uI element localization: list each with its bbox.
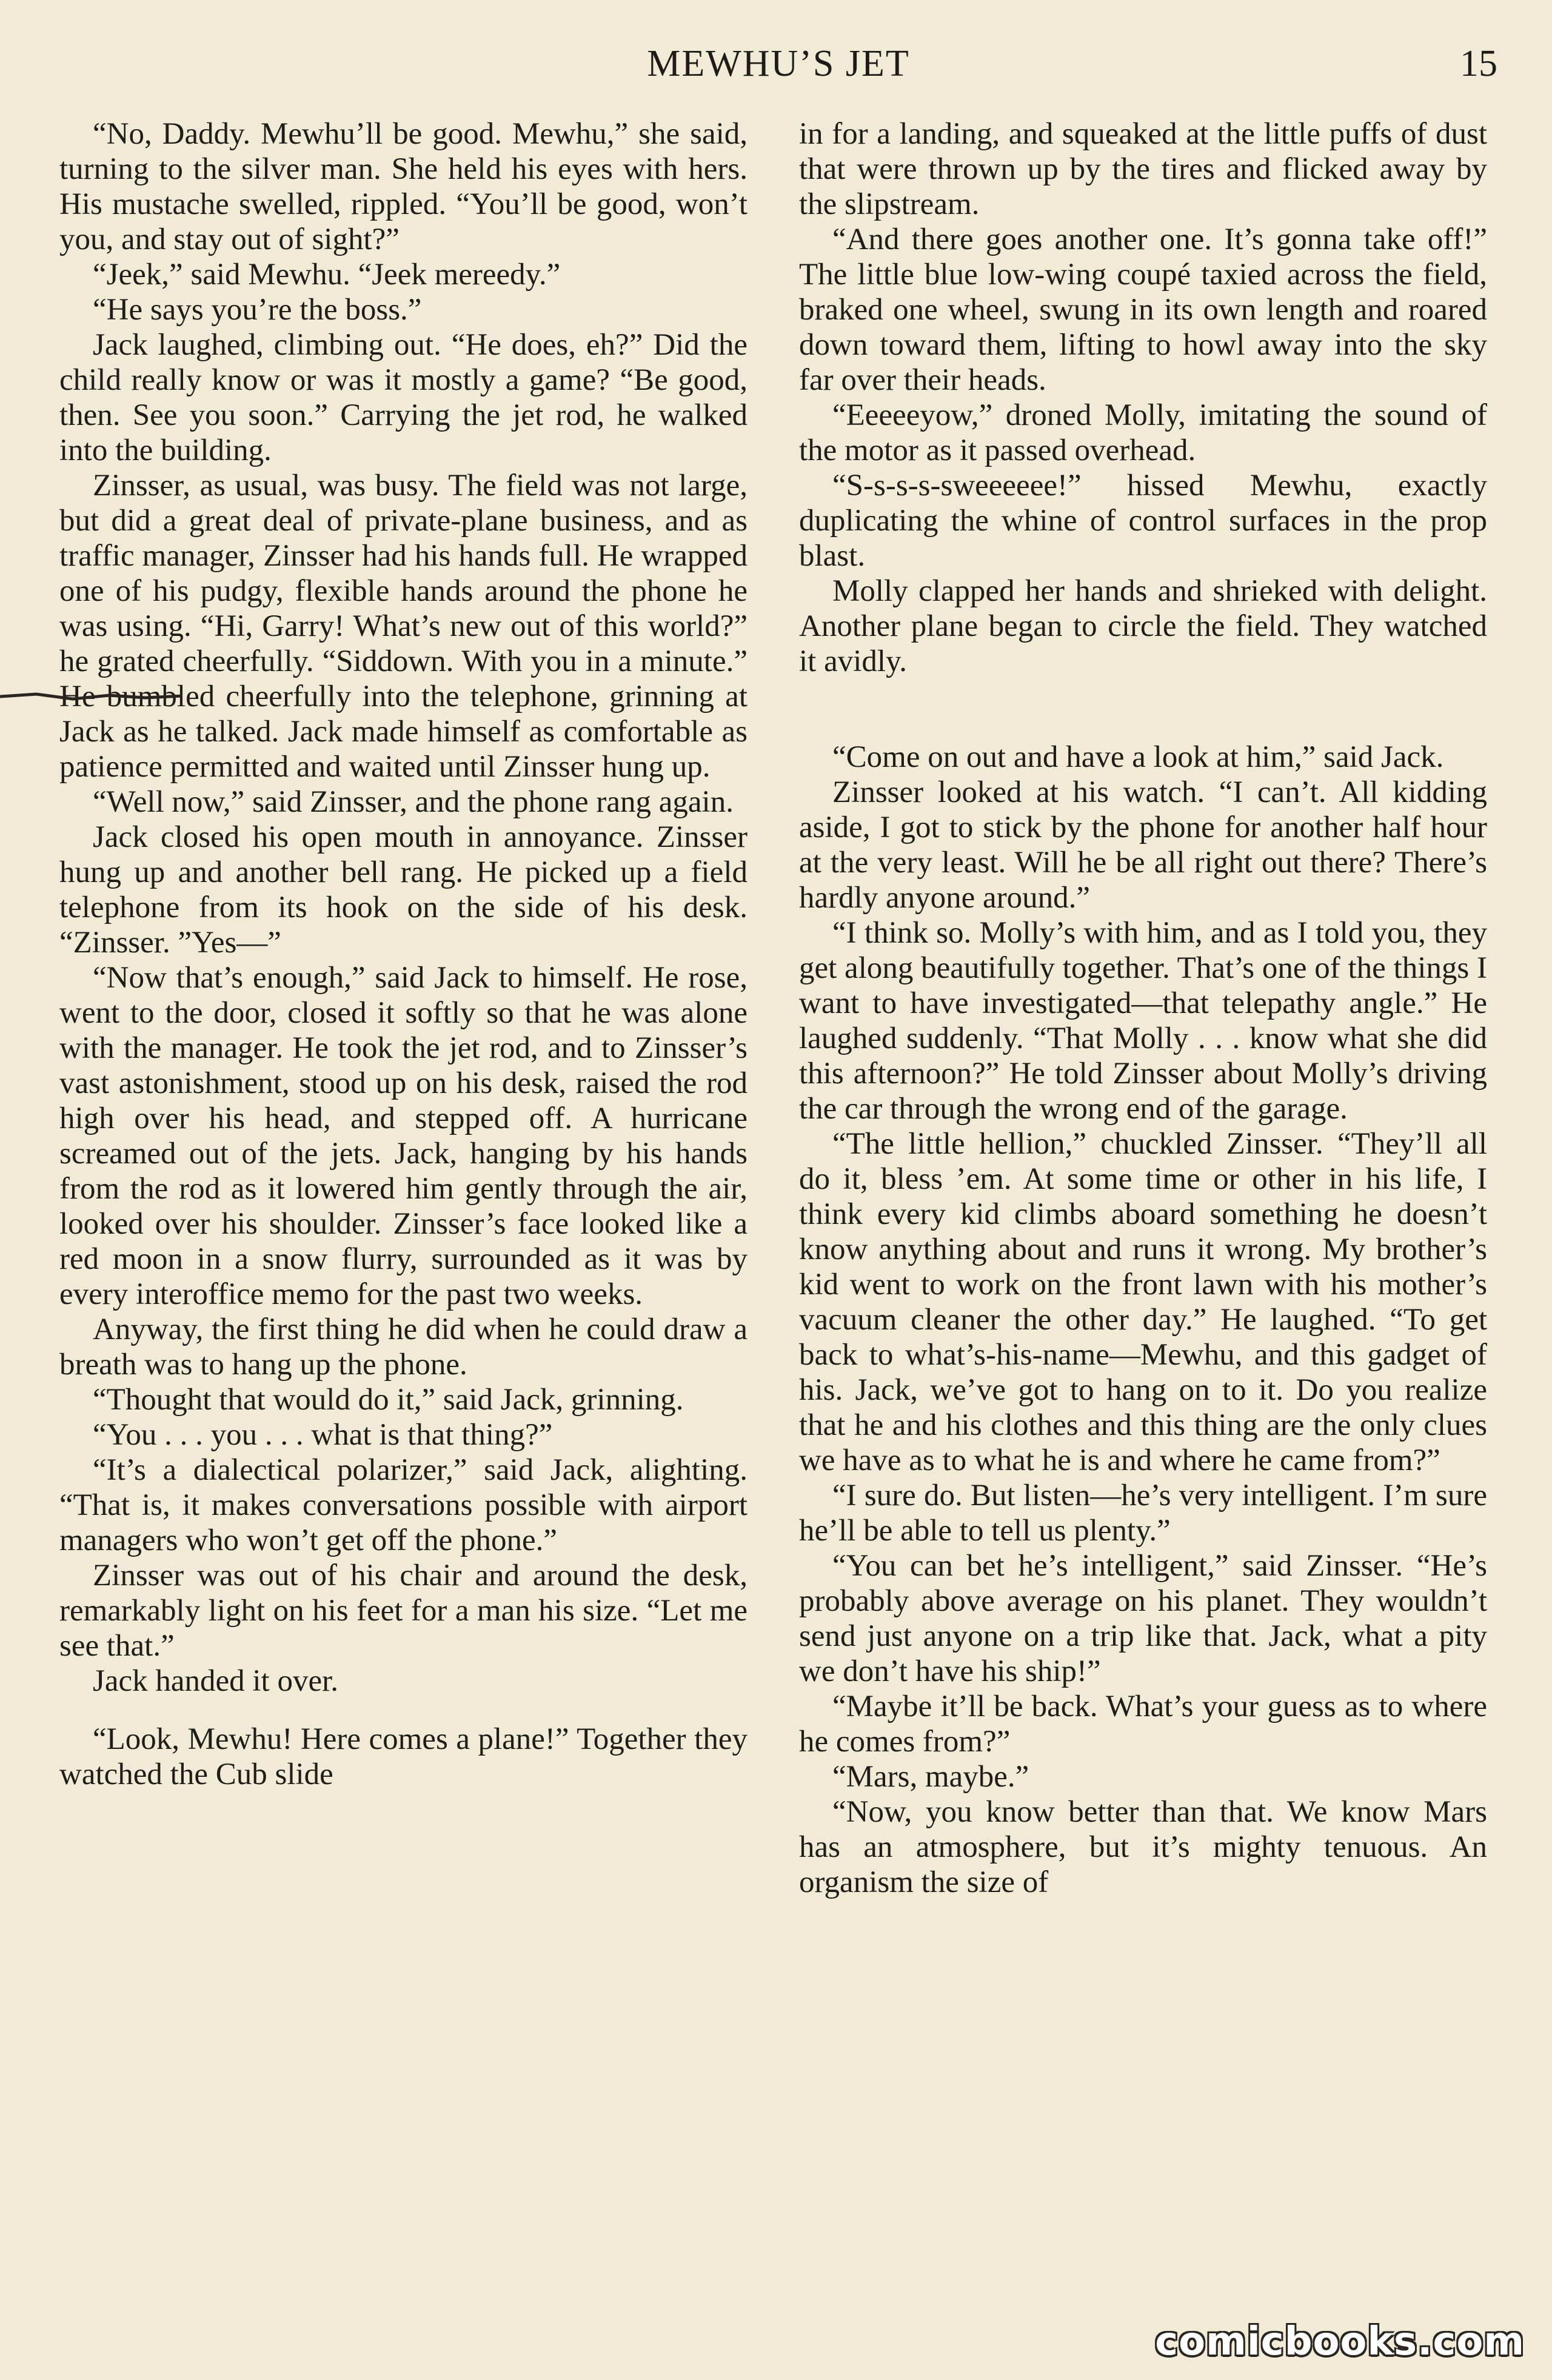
page-number: 15 — [1460, 43, 1497, 84]
paragraph: in for a landing, and squeaked at the little puffs of dust that were thrown up by the tires and flicked away by the slipstream. — [799, 117, 1487, 221]
running-title: MEWHU’S JET — [647, 43, 910, 84]
page-header — [59, 42, 1497, 103]
left-text-column — [59, 116, 748, 1792]
paragraph: Anyway, the first thing he did when he could draw a breath was to hang up the phone. — [59, 1312, 748, 1382]
paragraph: “Maybe it’ll be back. What’s your guess as to where he comes from?” — [799, 1690, 1487, 1759]
paragraph: Zinsser looked at his watch. “I can’t. All kidding aside, I got to stick by the phone for another half hour at the very least. Will he be all right out there? There’s hardly anyone around.” — [799, 775, 1487, 915]
paragraph: “Look, Mewhu! Here comes a plane!” Together they watched the Cub slide — [59, 1722, 748, 1791]
paragraph: “Well now,” said Zinsser, and the phone rang again. — [93, 785, 734, 819]
paragraph: “Jeek,” said Mewhu. “Jeek mereedy.” — [93, 258, 561, 292]
paragraph: “No, Daddy. Mewhu’ll be good. Mewhu,” she said, turning to the silver man. She held his eyes with hers. His mustache swelled, rippled. “You’ll be good, won’t you, and stay out of sight?” — [59, 117, 748, 256]
paragraph: “The little hellion,” chuckled Zinsser. “They’ll all do it, bless ’em. At some time or other in his life, I think every kid climbs aboard something he doesn’t know anything about and runs it wrong. My brother’s kid went to work on the front lawn with his mother’s vacuum cleaner the other day.” He laughed. “To get back to what’s-his-name—Mewhu, and this gadget of his. Jack, we’ve got to hang on to it. Do you realize that he and his clothes and this thing are the only clues we have as to what he is and where he came from?” — [799, 1127, 1487, 1477]
paragraph: “I think so. Molly’s with him, and as I told you, they get along beautifully together. That’s one of the things I want to have investigated—that telepathy angle.” He laughed suddenly. “That Molly . . . know what she did this afternoon?” He told Zinsser about Molly’s driving the car through the wrong end of the garage. — [799, 916, 1487, 1126]
paragraph: Jack laughed, climbing out. “He does, eh?” Did the child really know or was it mostly a game? “Be good, then. See you soon.” Carrying the jet rod, he walked into the building. — [59, 328, 748, 467]
paragraph: Zinsser was out of his chair and around the desk, remarkably light on his feet for a man his size. “Let me see that.” — [59, 1559, 748, 1663]
paragraph: “Now that’s enough,” said Jack to himself. He rose, went to the door, closed it softly so that he was alone with the manager. He took the jet rod, and to Zinsser’s vast astonishment, stood up on his desk, raised the rod high over his head, and stepped off. A hurricane screamed out of the jets. Jack, hanging by his hands from the rod as it lowered him gently through the air, looked over his shoulder. Zinsser’s face looked like a red moon in a snow flurry, surrounded as it was by every interoffice memo for the past two weeks. — [59, 961, 748, 1311]
paragraph: Molly clapped her hands and shrieked with delight. Another plane began to circle the field. They watched it avidly. — [799, 574, 1487, 678]
paragraph: Zinsser, as usual, was busy. The field was not large, but did a great deal of private-plane business, and as traffic manager, Zinsser had his hands full. He wrapped one of his pudgy, flexible hands around the phone he was using. “Hi, Garry! What’s new out of this world?” he grated cheerfully. “Siddown. With you in a minute.” He bumbled cheerfully into the telephone, grinning at Jack as he talked. Jack made himself as comfortable as patience permitted and waited until Zinsser hung up. — [59, 469, 748, 784]
right-text-column — [799, 116, 1487, 1900]
paragraph: “Thought that would do it,” said Jack, grinning. — [93, 1383, 684, 1417]
paragraph: “S-s-s-s-sweeeeee!” hissed Mewhu, exactly duplicating the whine of control surfaces in the prop blast. — [799, 469, 1487, 573]
page-tear-mark — [0, 688, 182, 706]
paragraph: “You can bet he’s intelligent,” said Zinsser. “He’s probably above average on his planet. They wouldn’t send just anyone on a trip like that. Jack, what a pity we don’t have his ship!” — [799, 1549, 1487, 1688]
paragraph: “It’s a dialectical polarizer,” said Jack, alighting. “That is, it makes conversations possible with airport managers who won’t get off the phone.” — [59, 1453, 748, 1557]
paragraph: “Mars, maybe.” — [832, 1760, 1029, 1794]
paragraph: “And there goes another one. It’s gonna take off!” The little blue low-wing coupé taxied across the field, braked one wheel, swung in its own length and roared down toward them, lifting to howl away into the sky far over their heads. — [799, 222, 1487, 397]
paragraph: “I sure do. But listen—he’s very intelligent. I’m sure he’ll be able to tell us plenty.” — [799, 1479, 1487, 1548]
paragraph: Jack handed it over. — [93, 1664, 339, 1698]
paragraph: “He says you’re the boss.” — [93, 293, 422, 327]
paragraph: “You . . . you . . . what is that thing?” — [93, 1418, 553, 1452]
watermark-logo: comicbooks.com — [1155, 2319, 1525, 2364]
paragraph: “Come on out and have a look at him,” said Jack. — [832, 740, 1444, 774]
paragraph: “Eeeeeyow,” droned Molly, imitating the sound of the motor as it passed overhead. — [799, 398, 1487, 467]
paragraph: Jack closed his open mouth in annoyance. Zinsser hung up and another bell rang. He picked up a field telephone from its hook on the side of his desk. “Zinsser. ”Yes—” — [59, 820, 748, 960]
paragraph: “Now, you know better than that. We know Mars has an atmosphere, but it’s mighty tenuous. An organism the size of — [799, 1795, 1487, 1899]
